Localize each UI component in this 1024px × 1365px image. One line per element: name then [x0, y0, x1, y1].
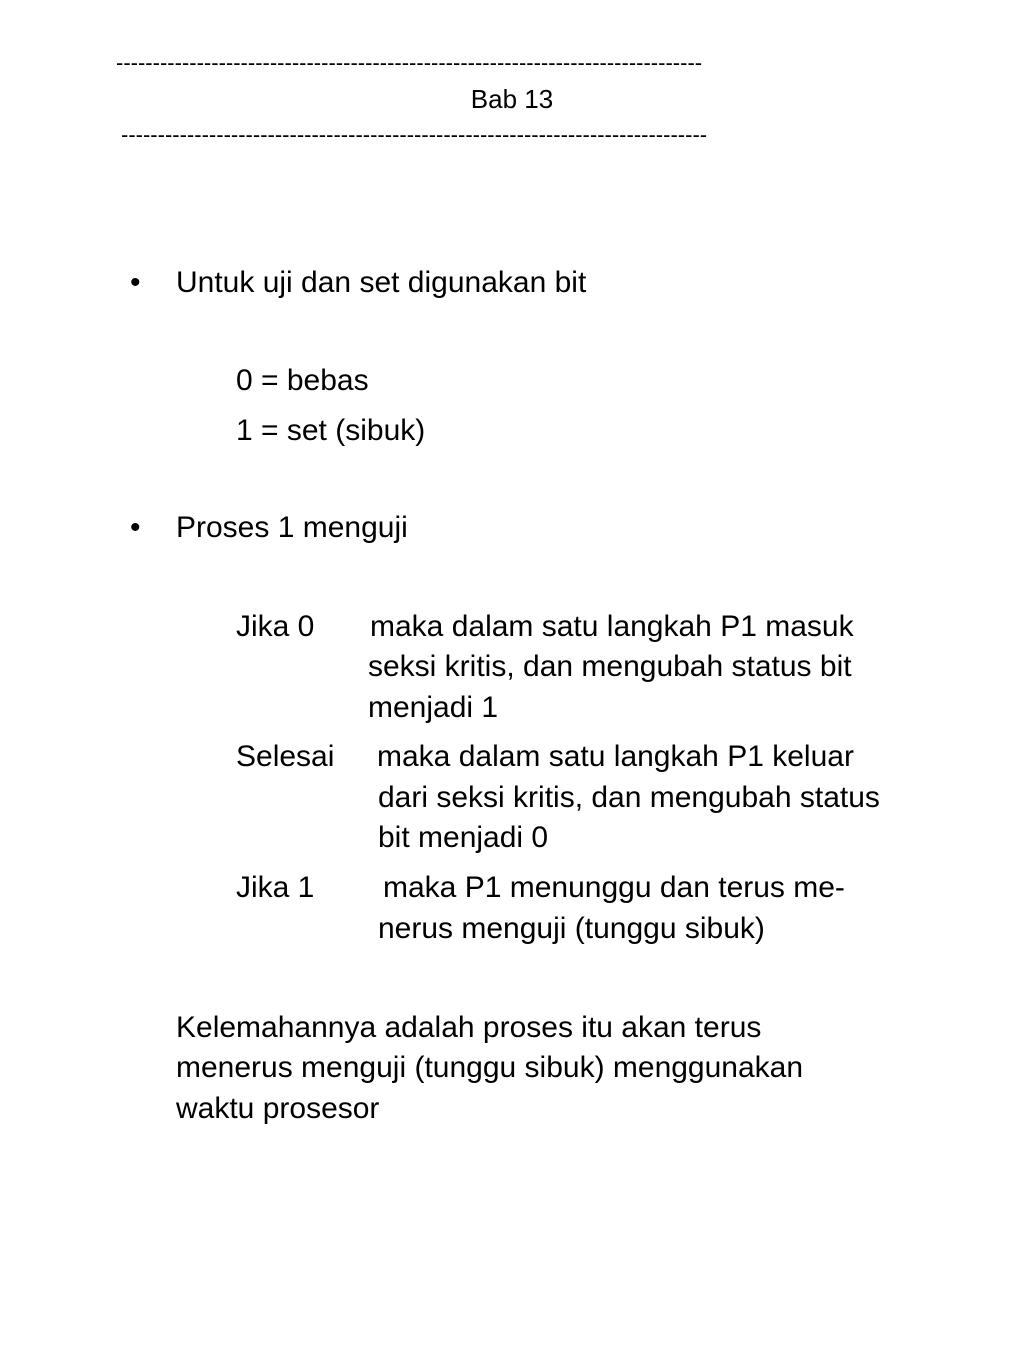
- header-rule-top: --------------------------------------------------------------------------------: [116, 50, 703, 75]
- condition-term: Jika 0: [236, 610, 315, 643]
- conclusion-line: menerus menguji (tunggu sibuk) menggunakan: [176, 1051, 804, 1084]
- condition-line: maka dalam satu langkah P1 masuk: [370, 610, 854, 643]
- condition-line: dari seksi kritis, dan mengubah status: [378, 781, 880, 814]
- bullet-marker: •: [130, 511, 141, 544]
- condition-term: Jika 1: [236, 871, 315, 904]
- page-title: Bab 13: [470, 84, 554, 114]
- bit-value-line: 0 = bebas: [236, 364, 369, 397]
- condition-line: maka P1 menunggu dan terus me-: [383, 871, 845, 904]
- condition-line: seksi kritis, dan mengubah status bit: [368, 650, 852, 683]
- bullet-marker: •: [130, 266, 141, 299]
- condition-line: bit menjadi 0: [378, 821, 549, 854]
- condition-line: nerus menguji (tunggu sibuk): [378, 912, 765, 945]
- condition-line: maka dalam satu langkah P1 keluar: [377, 740, 854, 773]
- condition-line: menjadi 1: [368, 691, 499, 724]
- bullet-text: Untuk uji dan set digunakan bit: [176, 266, 587, 299]
- bullet-text: Proses 1 menguji: [176, 511, 408, 544]
- condition-term: Selesai: [236, 740, 335, 773]
- conclusion-line: Kelemahannya adalah proses itu akan terus: [176, 1011, 762, 1044]
- conclusion-line: waktu prosesor: [176, 1092, 380, 1125]
- bit-value-line: 1 = set (sibuk): [236, 414, 426, 447]
- header-rule-bottom: --------------------------------------------------------------------------------: [121, 122, 708, 147]
